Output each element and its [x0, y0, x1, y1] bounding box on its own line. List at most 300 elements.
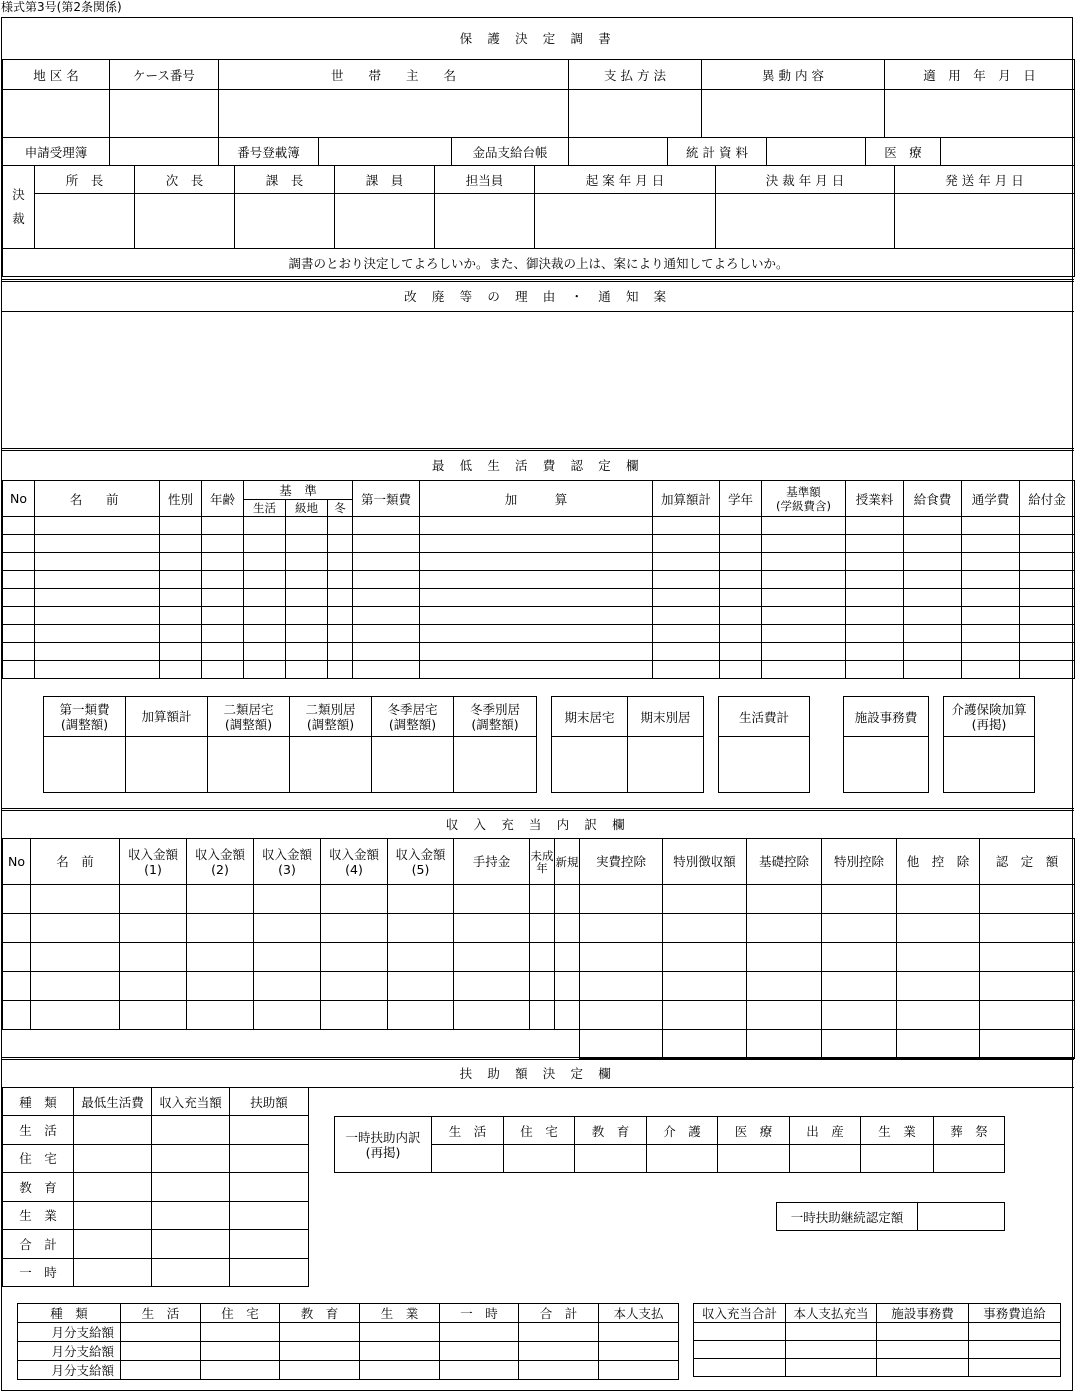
- monthly-cell[interactable]: [440, 1342, 519, 1361]
- min-living-cell[interactable]: [720, 589, 762, 607]
- min-living-cell[interactable]: [720, 625, 762, 643]
- income-cell[interactable]: [3, 972, 31, 1001]
- right-summary-cell[interactable]: [969, 1323, 1061, 1341]
- min-living-cell[interactable]: [35, 535, 160, 553]
- min-living-cell[interactable]: [762, 643, 846, 661]
- temp-birth-field[interactable]: [790, 1145, 861, 1173]
- temp-care-field[interactable]: [647, 1145, 718, 1173]
- min-living-cell[interactable]: [286, 535, 328, 553]
- section-staff-stamp[interactable]: [335, 194, 435, 249]
- income-cell[interactable]: [120, 943, 187, 972]
- income-cell[interactable]: [980, 914, 1075, 943]
- draft-date-field[interactable]: [535, 194, 716, 249]
- case-number-field[interactable]: [110, 90, 219, 138]
- second-home-field[interactable]: [208, 737, 290, 793]
- min-living-cell[interactable]: [762, 625, 846, 643]
- income-cell[interactable]: [663, 885, 747, 914]
- min-living-cell[interactable]: [160, 553, 202, 571]
- min-living-cell[interactable]: [353, 517, 420, 535]
- income-cell[interactable]: [980, 1001, 1075, 1030]
- income-cell[interactable]: [3, 914, 31, 943]
- aid-row-cell[interactable]: [74, 1230, 152, 1259]
- min-living-cell[interactable]: [286, 571, 328, 589]
- min-living-cell[interactable]: [962, 553, 1020, 571]
- min-living-cell[interactable]: [846, 553, 904, 571]
- income-cell[interactable]: [31, 1030, 120, 1059]
- income-cell[interactable]: [120, 885, 187, 914]
- min-living-cell[interactable]: [202, 517, 244, 535]
- min-living-cell[interactable]: [202, 661, 244, 679]
- income-cell[interactable]: [454, 1001, 530, 1030]
- temp-education-field[interactable]: [575, 1145, 647, 1173]
- min-living-cell[interactable]: [286, 661, 328, 679]
- monthly-cell[interactable]: [440, 1361, 519, 1380]
- monthly-cell[interactable]: [599, 1323, 679, 1342]
- apply-date-field[interactable]: [885, 90, 1075, 138]
- income-cell[interactable]: [31, 943, 120, 972]
- min-living-cell[interactable]: [3, 589, 35, 607]
- min-living-cell[interactable]: [328, 643, 353, 661]
- income-cell[interactable]: [747, 943, 822, 972]
- income-cell[interactable]: [321, 885, 388, 914]
- min-living-cell[interactable]: [762, 607, 846, 625]
- min-living-cell[interactable]: [420, 643, 653, 661]
- aid-row-cell[interactable]: [74, 1116, 152, 1145]
- aid-row-cell[interactable]: [74, 1173, 152, 1202]
- min-living-cell[interactable]: [160, 535, 202, 553]
- min-living-cell[interactable]: [160, 625, 202, 643]
- min-living-cell[interactable]: [353, 589, 420, 607]
- min-living-cell[interactable]: [904, 589, 962, 607]
- aid-row-cell[interactable]: [74, 1201, 152, 1230]
- min-living-cell[interactable]: [35, 553, 160, 571]
- decision-date-field[interactable]: [716, 194, 895, 249]
- income-cell[interactable]: [187, 1030, 254, 1059]
- facility-field[interactable]: [844, 737, 929, 793]
- min-living-cell[interactable]: [1020, 625, 1075, 643]
- min-living-cell[interactable]: [846, 661, 904, 679]
- min-living-cell[interactable]: [420, 571, 653, 589]
- right-summary-cell[interactable]: [877, 1341, 969, 1359]
- income-cell[interactable]: [822, 943, 897, 972]
- income-cell[interactable]: [187, 914, 254, 943]
- income-cell[interactable]: [3, 885, 31, 914]
- income-cell[interactable]: [530, 943, 555, 972]
- min-living-cell[interactable]: [904, 643, 962, 661]
- min-living-cell[interactable]: [962, 517, 1020, 535]
- min-living-cell[interactable]: [904, 625, 962, 643]
- min-living-cell[interactable]: [653, 643, 720, 661]
- min-living-cell[interactable]: [1020, 589, 1075, 607]
- min-living-cell[interactable]: [353, 553, 420, 571]
- income-cell[interactable]: [120, 914, 187, 943]
- income-cell[interactable]: [663, 972, 747, 1001]
- min-living-cell[interactable]: [846, 607, 904, 625]
- income-cell[interactable]: [555, 1001, 580, 1030]
- winter-home-field[interactable]: [372, 737, 454, 793]
- right-summary-cell[interactable]: [694, 1359, 786, 1377]
- income-cell[interactable]: [254, 914, 321, 943]
- min-living-cell[interactable]: [962, 535, 1020, 553]
- continue-field[interactable]: [918, 1203, 1005, 1231]
- min-living-cell[interactable]: [846, 571, 904, 589]
- addition-total-field[interactable]: [126, 737, 208, 793]
- min-living-cell[interactable]: [160, 571, 202, 589]
- min-living-cell[interactable]: [904, 517, 962, 535]
- income-cell[interactable]: [187, 943, 254, 972]
- income-cell[interactable]: [897, 885, 980, 914]
- right-summary-cell[interactable]: [786, 1359, 877, 1377]
- min-living-cell[interactable]: [1020, 643, 1075, 661]
- monthly-cell[interactable]: [360, 1342, 440, 1361]
- income-cell[interactable]: [454, 885, 530, 914]
- min-living-cell[interactable]: [420, 517, 653, 535]
- winter-separate-field[interactable]: [454, 737, 537, 793]
- income-cell[interactable]: [663, 1030, 747, 1059]
- min-living-cell[interactable]: [653, 589, 720, 607]
- income-cell[interactable]: [555, 943, 580, 972]
- care-add-field[interactable]: [944, 737, 1035, 793]
- min-living-cell[interactable]: [160, 517, 202, 535]
- min-living-cell[interactable]: [35, 607, 160, 625]
- goods-ledger-field[interactable]: [569, 138, 668, 166]
- income-cell[interactable]: [530, 972, 555, 1001]
- income-cell[interactable]: [120, 972, 187, 1001]
- medical-field[interactable]: [941, 138, 1075, 166]
- income-cell[interactable]: [388, 1001, 454, 1030]
- min-living-cell[interactable]: [202, 571, 244, 589]
- monthly-cell[interactable]: [440, 1323, 519, 1342]
- income-cell[interactable]: [254, 972, 321, 1001]
- monthly-cell[interactable]: [280, 1342, 360, 1361]
- min-living-cell[interactable]: [3, 571, 35, 589]
- min-living-cell[interactable]: [653, 607, 720, 625]
- income-cell[interactable]: [3, 1030, 31, 1059]
- income-cell[interactable]: [897, 972, 980, 1001]
- min-living-cell[interactable]: [420, 553, 653, 571]
- min-living-cell[interactable]: [244, 535, 286, 553]
- income-cell[interactable]: [254, 885, 321, 914]
- monthly-cell[interactable]: [201, 1361, 280, 1380]
- monthly-cell[interactable]: [599, 1342, 679, 1361]
- min-living-cell[interactable]: [328, 571, 353, 589]
- min-living-cell[interactable]: [846, 643, 904, 661]
- income-cell[interactable]: [663, 1001, 747, 1030]
- min-living-cell[interactable]: [653, 553, 720, 571]
- right-summary-cell[interactable]: [877, 1323, 969, 1341]
- income-cell[interactable]: [187, 972, 254, 1001]
- min-living-cell[interactable]: [286, 607, 328, 625]
- income-cell[interactable]: [388, 1030, 454, 1059]
- income-cell[interactable]: [747, 1030, 822, 1059]
- min-living-cell[interactable]: [420, 589, 653, 607]
- min-living-cell[interactable]: [160, 661, 202, 679]
- aid-row-cell[interactable]: [230, 1144, 309, 1173]
- min-living-cell[interactable]: [904, 607, 962, 625]
- monthly-cell[interactable]: [360, 1323, 440, 1342]
- min-living-cell[interactable]: [420, 625, 653, 643]
- min-living-cell[interactable]: [1020, 607, 1075, 625]
- income-cell[interactable]: [530, 1001, 555, 1030]
- min-living-cell[interactable]: [720, 643, 762, 661]
- income-cell[interactable]: [254, 1030, 321, 1059]
- monthly-cell[interactable]: [360, 1361, 440, 1380]
- income-cell[interactable]: [663, 914, 747, 943]
- right-summary-cell[interactable]: [786, 1341, 877, 1359]
- income-cell[interactable]: [321, 1001, 388, 1030]
- min-living-cell[interactable]: [1020, 661, 1075, 679]
- income-cell[interactable]: [388, 885, 454, 914]
- income-cell[interactable]: [321, 943, 388, 972]
- temp-occupation-field[interactable]: [861, 1145, 934, 1173]
- right-summary-cell[interactable]: [969, 1359, 1061, 1377]
- income-cell[interactable]: [897, 914, 980, 943]
- min-living-cell[interactable]: [962, 571, 1020, 589]
- income-cell[interactable]: [31, 972, 120, 1001]
- min-living-cell[interactable]: [653, 535, 720, 553]
- min-living-cell[interactable]: [286, 625, 328, 643]
- income-cell[interactable]: [530, 914, 555, 943]
- min-living-cell[interactable]: [1020, 517, 1075, 535]
- section-chief-stamp[interactable]: [235, 194, 335, 249]
- min-living-cell[interactable]: [353, 607, 420, 625]
- income-cell[interactable]: [980, 972, 1075, 1001]
- income-cell[interactable]: [822, 1001, 897, 1030]
- aid-row-cell[interactable]: [152, 1230, 230, 1259]
- min-living-cell[interactable]: [35, 643, 160, 661]
- income-cell[interactable]: [980, 1030, 1075, 1059]
- income-cell[interactable]: [980, 885, 1075, 914]
- monthly-cell[interactable]: [519, 1342, 599, 1361]
- min-living-cell[interactable]: [244, 661, 286, 679]
- min-living-cell[interactable]: [244, 571, 286, 589]
- first-class-adj-field[interactable]: [44, 737, 126, 793]
- min-living-cell[interactable]: [653, 571, 720, 589]
- min-living-cell[interactable]: [328, 553, 353, 571]
- min-living-cell[interactable]: [420, 607, 653, 625]
- payment-method-field[interactable]: [569, 90, 702, 138]
- min-living-cell[interactable]: [353, 625, 420, 643]
- min-living-cell[interactable]: [202, 535, 244, 553]
- min-living-cell[interactable]: [353, 661, 420, 679]
- min-living-cell[interactable]: [653, 661, 720, 679]
- min-living-cell[interactable]: [720, 517, 762, 535]
- aid-row-cell[interactable]: [74, 1144, 152, 1173]
- min-living-cell[interactable]: [202, 643, 244, 661]
- income-cell[interactable]: [980, 943, 1075, 972]
- income-cell[interactable]: [388, 914, 454, 943]
- min-living-cell[interactable]: [328, 589, 353, 607]
- aid-row-cell[interactable]: [152, 1116, 230, 1145]
- income-cell[interactable]: [31, 1001, 120, 1030]
- min-living-cell[interactable]: [846, 625, 904, 643]
- household-head-field[interactable]: [219, 90, 569, 138]
- monthly-cell[interactable]: [519, 1361, 599, 1380]
- aid-row-cell[interactable]: [230, 1258, 309, 1287]
- min-living-cell[interactable]: [244, 625, 286, 643]
- min-living-cell[interactable]: [353, 643, 420, 661]
- income-cell[interactable]: [580, 1001, 663, 1030]
- income-cell[interactable]: [555, 914, 580, 943]
- min-living-cell[interactable]: [653, 625, 720, 643]
- min-living-cell[interactable]: [244, 517, 286, 535]
- min-living-cell[interactable]: [202, 589, 244, 607]
- min-living-cell[interactable]: [653, 517, 720, 535]
- min-living-cell[interactable]: [328, 517, 353, 535]
- income-cell[interactable]: [321, 972, 388, 1001]
- min-living-cell[interactable]: [3, 607, 35, 625]
- min-living-cell[interactable]: [1020, 571, 1075, 589]
- min-living-cell[interactable]: [35, 517, 160, 535]
- right-summary-cell[interactable]: [694, 1323, 786, 1341]
- min-living-cell[interactable]: [3, 553, 35, 571]
- monthly-cell[interactable]: [519, 1323, 599, 1342]
- min-living-cell[interactable]: [3, 625, 35, 643]
- monthly-cell[interactable]: [280, 1361, 360, 1380]
- income-cell[interactable]: [31, 885, 120, 914]
- change-content-field[interactable]: [702, 90, 885, 138]
- min-living-cell[interactable]: [160, 607, 202, 625]
- min-living-cell[interactable]: [3, 661, 35, 679]
- min-living-cell[interactable]: [202, 607, 244, 625]
- min-living-cell[interactable]: [35, 571, 160, 589]
- right-summary-cell[interactable]: [786, 1323, 877, 1341]
- income-cell[interactable]: [747, 972, 822, 1001]
- min-living-cell[interactable]: [286, 643, 328, 661]
- deputy-stamp[interactable]: [135, 194, 235, 249]
- min-living-cell[interactable]: [3, 517, 35, 535]
- min-living-cell[interactable]: [1020, 535, 1075, 553]
- district-field[interactable]: [3, 90, 110, 138]
- min-living-cell[interactable]: [962, 643, 1020, 661]
- income-cell[interactable]: [388, 972, 454, 1001]
- income-cell[interactable]: [747, 1001, 822, 1030]
- income-cell[interactable]: [822, 1030, 897, 1059]
- director-stamp[interactable]: [35, 194, 135, 249]
- income-cell[interactable]: [321, 914, 388, 943]
- min-living-cell[interactable]: [720, 553, 762, 571]
- income-cell[interactable]: [897, 1001, 980, 1030]
- min-living-cell[interactable]: [202, 625, 244, 643]
- income-cell[interactable]: [822, 914, 897, 943]
- min-living-cell[interactable]: [420, 535, 653, 553]
- income-cell[interactable]: [187, 1001, 254, 1030]
- temp-funeral-field[interactable]: [934, 1145, 1005, 1173]
- aid-row-cell[interactable]: [152, 1144, 230, 1173]
- aid-row-cell[interactable]: [230, 1116, 309, 1145]
- income-cell[interactable]: [555, 885, 580, 914]
- income-cell[interactable]: [254, 1001, 321, 1030]
- income-cell[interactable]: [254, 943, 321, 972]
- min-living-cell[interactable]: [846, 517, 904, 535]
- min-living-cell[interactable]: [762, 517, 846, 535]
- min-living-cell[interactable]: [720, 607, 762, 625]
- min-living-cell[interactable]: [328, 625, 353, 643]
- income-cell[interactable]: [555, 972, 580, 1001]
- income-cell[interactable]: [747, 914, 822, 943]
- term-separate-field[interactable]: [628, 737, 704, 793]
- right-summary-cell[interactable]: [969, 1341, 1061, 1359]
- min-living-cell[interactable]: [3, 643, 35, 661]
- min-living-cell[interactable]: [762, 571, 846, 589]
- min-living-cell[interactable]: [160, 643, 202, 661]
- income-cell[interactable]: [187, 885, 254, 914]
- min-living-cell[interactable]: [328, 607, 353, 625]
- income-cell[interactable]: [120, 1030, 187, 1059]
- min-living-cell[interactable]: [962, 607, 1020, 625]
- send-date-field[interactable]: [895, 194, 1075, 249]
- min-living-cell[interactable]: [244, 643, 286, 661]
- min-living-cell[interactable]: [286, 589, 328, 607]
- min-living-cell[interactable]: [286, 517, 328, 535]
- second-separate-field[interactable]: [290, 737, 372, 793]
- monthly-cell[interactable]: [201, 1323, 280, 1342]
- aid-row-cell[interactable]: [74, 1258, 152, 1287]
- min-living-cell[interactable]: [762, 589, 846, 607]
- min-living-cell[interactable]: [846, 535, 904, 553]
- min-living-cell[interactable]: [904, 553, 962, 571]
- term-home-field[interactable]: [552, 737, 628, 793]
- income-cell[interactable]: [120, 1001, 187, 1030]
- min-living-cell[interactable]: [762, 661, 846, 679]
- income-cell[interactable]: [822, 885, 897, 914]
- min-living-cell[interactable]: [762, 553, 846, 571]
- income-cell[interactable]: [454, 1030, 530, 1059]
- income-cell[interactable]: [388, 943, 454, 972]
- income-cell[interactable]: [3, 943, 31, 972]
- min-living-cell[interactable]: [1020, 553, 1075, 571]
- income-cell[interactable]: [580, 972, 663, 1001]
- income-cell[interactable]: [454, 943, 530, 972]
- min-living-cell[interactable]: [420, 661, 653, 679]
- temp-housing-field[interactable]: [504, 1145, 575, 1173]
- income-cell[interactable]: [747, 885, 822, 914]
- monthly-cell[interactable]: [201, 1342, 280, 1361]
- min-living-cell[interactable]: [35, 625, 160, 643]
- income-cell[interactable]: [555, 1030, 580, 1059]
- income-cell[interactable]: [580, 885, 663, 914]
- monthly-cell[interactable]: [121, 1361, 201, 1380]
- min-living-cell[interactable]: [720, 571, 762, 589]
- min-living-cell[interactable]: [720, 535, 762, 553]
- min-living-cell[interactable]: [3, 535, 35, 553]
- min-living-cell[interactable]: [328, 661, 353, 679]
- min-living-cell[interactable]: [286, 553, 328, 571]
- min-living-cell[interactable]: [35, 589, 160, 607]
- min-living-cell[interactable]: [35, 661, 160, 679]
- income-cell[interactable]: [580, 914, 663, 943]
- min-living-cell[interactable]: [962, 625, 1020, 643]
- temp-medical-field[interactable]: [718, 1145, 790, 1173]
- income-cell[interactable]: [454, 914, 530, 943]
- income-cell[interactable]: [31, 914, 120, 943]
- min-living-cell[interactable]: [160, 589, 202, 607]
- income-cell[interactable]: [580, 943, 663, 972]
- caseworker-stamp[interactable]: [435, 194, 535, 249]
- aid-row-cell[interactable]: [152, 1201, 230, 1230]
- aid-row-cell[interactable]: [230, 1173, 309, 1202]
- min-living-cell[interactable]: [353, 571, 420, 589]
- monthly-cell[interactable]: [599, 1361, 679, 1380]
- aid-row-cell[interactable]: [230, 1201, 309, 1230]
- income-cell[interactable]: [663, 943, 747, 972]
- monthly-cell[interactable]: [121, 1323, 201, 1342]
- min-living-cell[interactable]: [244, 553, 286, 571]
- min-living-cell[interactable]: [962, 661, 1020, 679]
- min-living-cell[interactable]: [328, 535, 353, 553]
- aid-row-cell[interactable]: [152, 1258, 230, 1287]
- min-living-cell[interactable]: [904, 661, 962, 679]
